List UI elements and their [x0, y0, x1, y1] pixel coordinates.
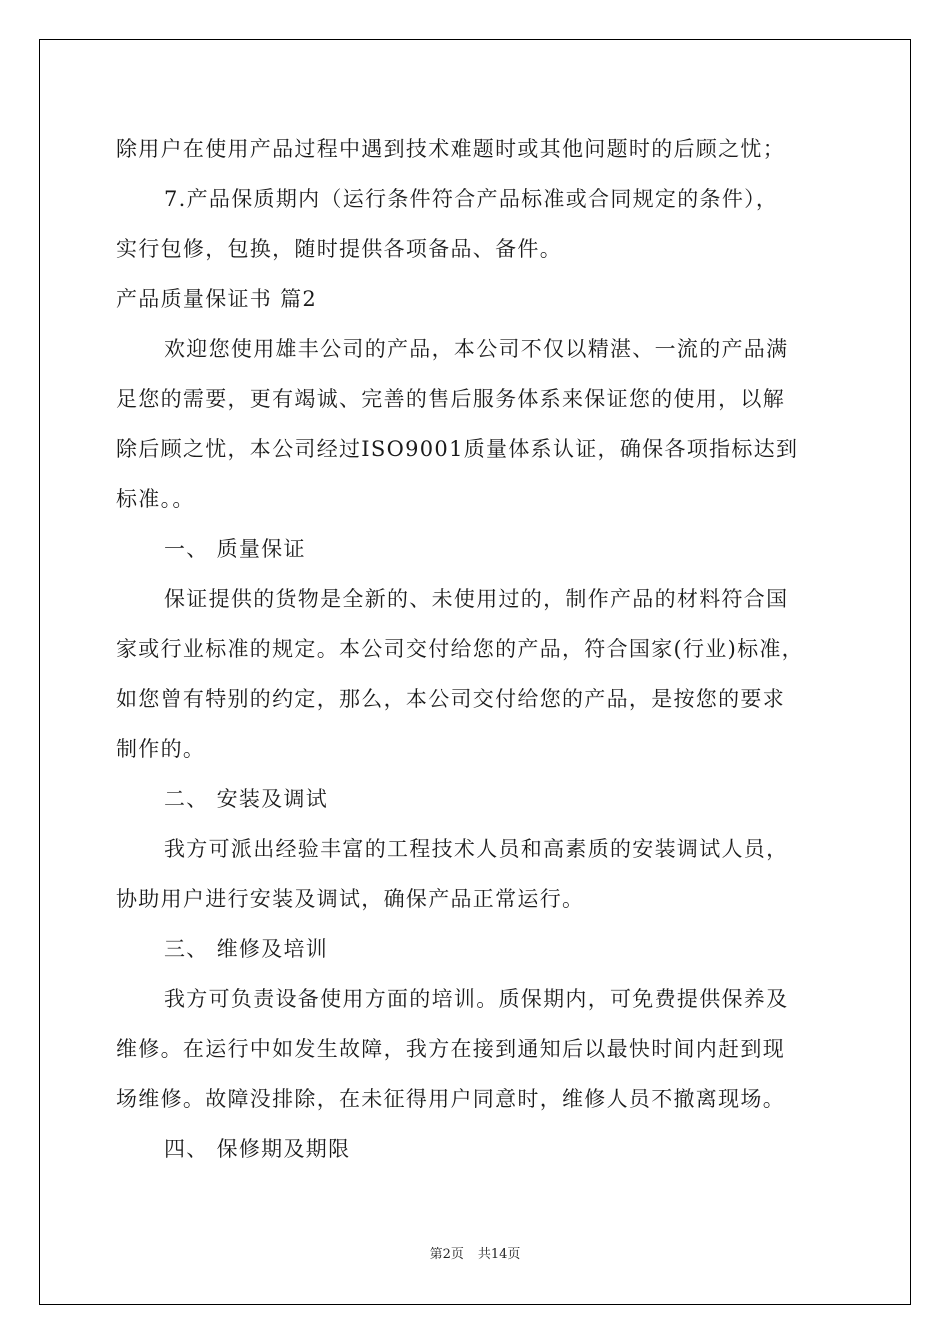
paragraph-line: 除后顾之忧，本公司经过ISO9001质量体系认证，确保各项指标达到 [116, 437, 799, 461]
text-line: 实行包修，包换，随时提供各项备品、备件。 [116, 237, 562, 261]
paragraph-line: 我方可派出经验丰富的工程技术人员和高素质的安装调试人员， [164, 837, 789, 861]
section-title: 产品质量保证书 篇2 [116, 287, 318, 311]
paragraph-line: 标准。。 [116, 487, 195, 511]
paragraph-line: 保证提供的货物是全新的、未使用过的，制作产品的材料符合国 [164, 587, 789, 611]
heading-maintenance: 三、 维修及培训 [164, 937, 329, 961]
page-number: 第2页 [429, 1247, 464, 1262]
heading-installation: 二、 安装及调试 [164, 787, 329, 811]
paragraph-line: 足您的需要，更有竭诚、完善的售后服务体系来保证您的使用，以解 [116, 387, 785, 411]
list-item-7: 7.产品保质期内（运行条件符合产品标准或合同规定的条件）， [164, 187, 779, 211]
paragraph-line: 场维修。故障没排除，在未征得用户同意时，维修人员不撤离现场。 [116, 1087, 785, 1111]
paragraph-line: 欢迎您使用雄丰公司的产品，本公司不仅以精湛、一流的产品满 [164, 337, 789, 361]
text-line: 除用户在使用产品过程中遇到技术难题时或其他问题时的后顾之忧； [116, 137, 785, 161]
paragraph-line: 制作的。 [116, 737, 206, 761]
page-border [39, 39, 911, 1305]
page-footer [0, 1246, 950, 1264]
paragraph-line: 如您曾有特别的约定，那么，本公司交付给您的产品，是按您的要求 [116, 687, 785, 711]
heading-warranty-period: 四、 保修期及期限 [164, 1137, 351, 1161]
paragraph-line: 协助用户进行安装及调试，确保产品正常运行。 [116, 887, 585, 911]
paragraph-line: 家或行业标准的规定。本公司交付给您的产品，符合国家(行业)标准， [116, 637, 804, 661]
paragraph-line: 维修。在运行中如发生故障，我方在接到通知后以最快时间内赶到现 [116, 1037, 785, 1061]
page-total: 共14页 [477, 1247, 521, 1262]
heading-quality-guarantee: 一、 质量保证 [164, 537, 306, 561]
paragraph-line: 我方可负责设备使用方面的培训。质保期内，可免费提供保养及 [164, 987, 789, 1011]
